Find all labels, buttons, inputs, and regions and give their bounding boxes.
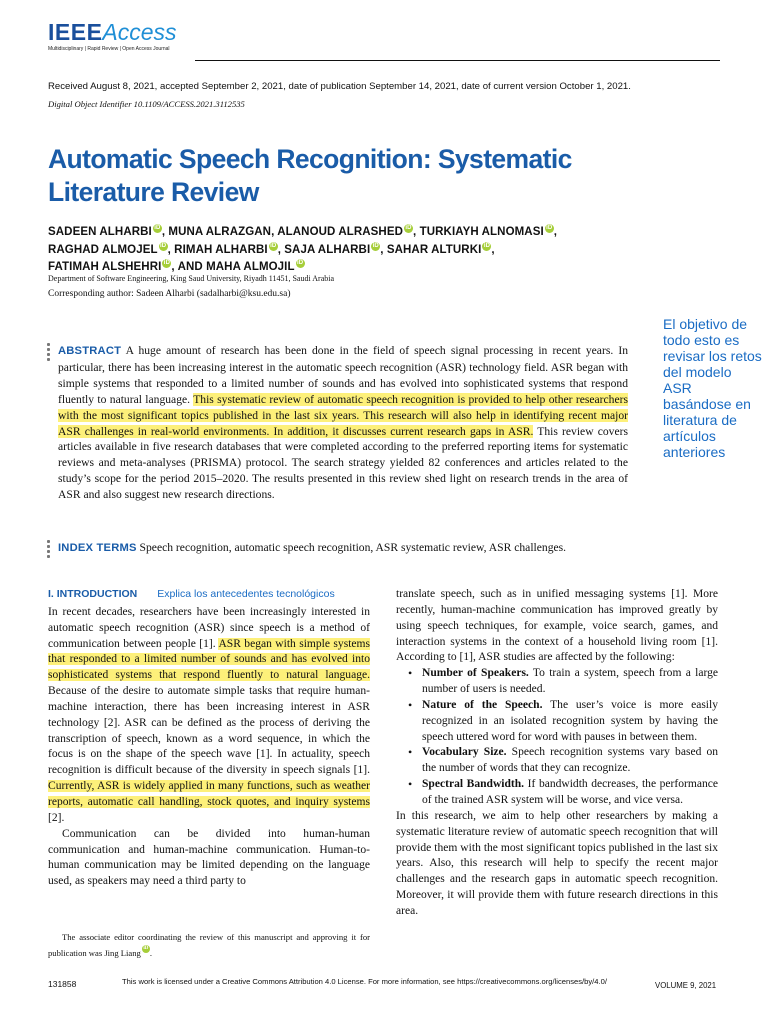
abstract-highlight: This systematic review of automatic speech recognition is provided to help other researchers with the most significant topics published in the last six years. This research will also help in identifying recent major ASR challenges in real-world environments. In addition, it discusses current research gaps in ASR. — [58, 392, 628, 438]
orcid-icon[interactable]: iD — [405, 225, 412, 231]
author-list — [48, 224, 668, 277]
author-name: , RIMAH ALHARBI — [167, 243, 268, 256]
section-marker-icon — [47, 343, 50, 363]
factor-list — [396, 666, 718, 809]
author-name: , MUNA ALRAZGAN, ALANOUD ALRASHED — [161, 226, 404, 238]
intro-paragraph-2 — [48, 827, 370, 890]
author-name: , TURKIAYH ALNOMASI — [413, 226, 544, 238]
author-name: , SAHAR ALTURKI — [380, 243, 482, 256]
section-marker-icon — [47, 540, 50, 560]
corresponding-author: Corresponding author: Sadeen Alharbi (sadalharbi@ksu.edu.sa) — [48, 289, 291, 299]
logo-tagline: Multidisciplinary | Rapid Review | Open Access Journal — [48, 46, 170, 52]
text-highlight: Currently, ASR is widely applied in many functions, such as weather reports, automatic call handling, stock quotes, and inquiry systems — [48, 780, 370, 808]
orcid-icon[interactable]: iD — [163, 260, 170, 266]
orcid-icon[interactable]: iD — [143, 946, 149, 951]
text-highlight: ASR began with simple systems that responded to a limited number of sounds and has evolved into sophisticated systems that respond fluently to natural language. — [48, 637, 370, 682]
index-terms-text: Speech recognition, automatic speech recognition, ASR systematic review, ASR challenges. — [136, 541, 567, 554]
intro-heading-row — [48, 587, 370, 603]
list-item-text: The user’s voice is more easily recognized in an isolated recognition system by having the speech uttered word for word with pauses in between them. — [422, 698, 718, 743]
orcid-icon[interactable]: iD — [546, 225, 553, 231]
doi-line: Digital Object Identifier 10.1109/ACCESS.2021.3112535 — [48, 99, 245, 109]
footnote-text: The associate editor coordinating the review of this manuscript and approving it for publication was Jing Liang — [48, 932, 370, 958]
page-number: 131858 — [48, 979, 77, 989]
paragraph-text: Because of the desire to automate simple tasks that require human-machine interaction, there has been increasing interest in ASR technology [2]. ASR can be defined as the process of deriving the transcription of speech, known as a word sequence, in which the focus is on the shape of the speech wave [1]. In actuality, speech recognition is difficult because of the diversity in speech signals [1]. — [48, 685, 370, 777]
intro-paragraph-1 — [48, 605, 370, 827]
author-name: RAGHAD ALMOJEL — [48, 243, 158, 256]
abstract-text: A huge amount of research has been done in the field of speech signal processing in recent years. In particular, there has been increasing interest in the automatic speech recognition (ASR) technology field. ASR began with simple systems that responded to a limited number of sounds and has evolved into sophisticated systems that respond fluently to natural language. — [58, 344, 628, 406]
orcid-icon[interactable]: iD — [296, 260, 304, 266]
logo-access: Access — [102, 19, 177, 45]
left-column — [48, 587, 370, 890]
orcid-icon[interactable]: iD — [483, 242, 491, 249]
footnote — [48, 929, 370, 961]
author-separator: , — [491, 243, 495, 256]
list-item-text: To train a system, speech from a large number of users is needed. — [422, 667, 718, 696]
intro-paragraph-2-cont: translate speech, such as in unified messaging systems [1]. More recently, human-machine communication has improved greatly by using speech techniques, for example, voice search, games, and interaction systems in the context of a household living room [1]. According to [1], ASR studies are affected by the following: — [396, 588, 718, 664]
paper-title: Automatic Speech Recognition: Systematic Literature Review — [48, 144, 572, 207]
paragraph-text: [2]. — [48, 811, 65, 824]
received-dates: Received August 8, 2021, accepted September 2, 2021, date of publication September 14, 2021, date of current version October 1, 2021. — [48, 81, 631, 92]
orcid-icon[interactable]: iD — [270, 242, 277, 249]
list-item-text: If bandwidth decreases, the performance of the trained ASR system will be worse, and vice versa. — [422, 778, 719, 806]
footnote-text: . — [149, 948, 153, 958]
license-notice[interactable]: This work is licensed under a Creative Commons Attribution 4.0 License. For more information, see https://creativecommons.org/licenses/by/4.0/ — [122, 977, 607, 986]
list-item-term: Number of Speakers. — [422, 667, 529, 680]
intro-paragraph-3: In this research, we aim to help other researchers by making a systematic literature review of automatic speech recognition that will provide them with the most significant topics published in the last six years. Also, this research will help to specify the recent major challenges and the research gaps in automatic speech recognition. Moreover, it will provide them with future research directions in this area. — [396, 809, 718, 917]
heading-annotation: Explica los antecedentes tecnológicos — [157, 588, 335, 600]
author-name: FATIMAH ALSHEHRI — [48, 261, 162, 273]
orcid-icon[interactable]: iD — [372, 242, 379, 249]
author-name: SADEEN ALHARBI — [48, 226, 152, 238]
abstract-label: ABSTRACT — [58, 345, 122, 357]
author-name: , SAJA ALHARBI — [277, 243, 371, 256]
orcid-icon[interactable]: iD — [159, 242, 167, 249]
orcid-icon[interactable]: iD — [154, 225, 161, 231]
list-item — [422, 666, 718, 698]
paragraph-text: In recent decades, researchers have been increasingly interested in automatic speech recognition (ASR) since speech is a method of communication between people [1]. — [48, 605, 370, 650]
list-item — [422, 777, 718, 809]
right-column — [396, 587, 718, 920]
section-heading: I. INTRODUCTION — [48, 588, 138, 600]
volume-label: VOLUME 9, 2021 — [655, 981, 717, 990]
logo-ieee: IEEE — [48, 19, 103, 45]
abstract — [58, 343, 628, 503]
list-item-text: Speech recognition systems vary based on the number of words that they can recognize. — [422, 746, 718, 775]
abstract-text: This review covers articles available in five research databases that were completed according to the preferred reporting items for systematic reviews and meta-analyses (PRISMA) protocol. The search strategy yielded 82 conferences and articles related to the study’s scope for the period 2015–2020. The results presented in this review shed light on research trends in the area of ASR and also suggest new research directions. — [58, 424, 628, 502]
header-rule — [195, 60, 720, 61]
affiliation: Department of Software Engineering, King Saud University, Riyadh 11451, Saudi Arabia — [48, 274, 335, 283]
index-terms-label: INDEX TERMS — [58, 542, 137, 554]
author-separator: , — [553, 226, 558, 238]
index-terms — [58, 540, 628, 557]
list-item-term: Spectral Bandwidth. — [422, 778, 525, 791]
list-item — [422, 698, 718, 746]
author-name: , AND MAHA ALMOJIL — [171, 261, 295, 273]
margin-annotation: El objetivo de todo esto es revisar los retos del modelo ASR basándose en literatura de artículos anteriores — [663, 316, 762, 460]
journal-logo — [48, 20, 177, 64]
list-item-term: Vocabulary Size. — [422, 746, 507, 759]
list-item-term: Nature of the Speech. — [422, 698, 543, 711]
paragraph-text: Communication can be divided into human-human communication and human-machine communication. Human-to-human communication may be limited depending on the language used, as speakers may need a third party to — [48, 827, 370, 888]
list-item — [422, 745, 718, 777]
